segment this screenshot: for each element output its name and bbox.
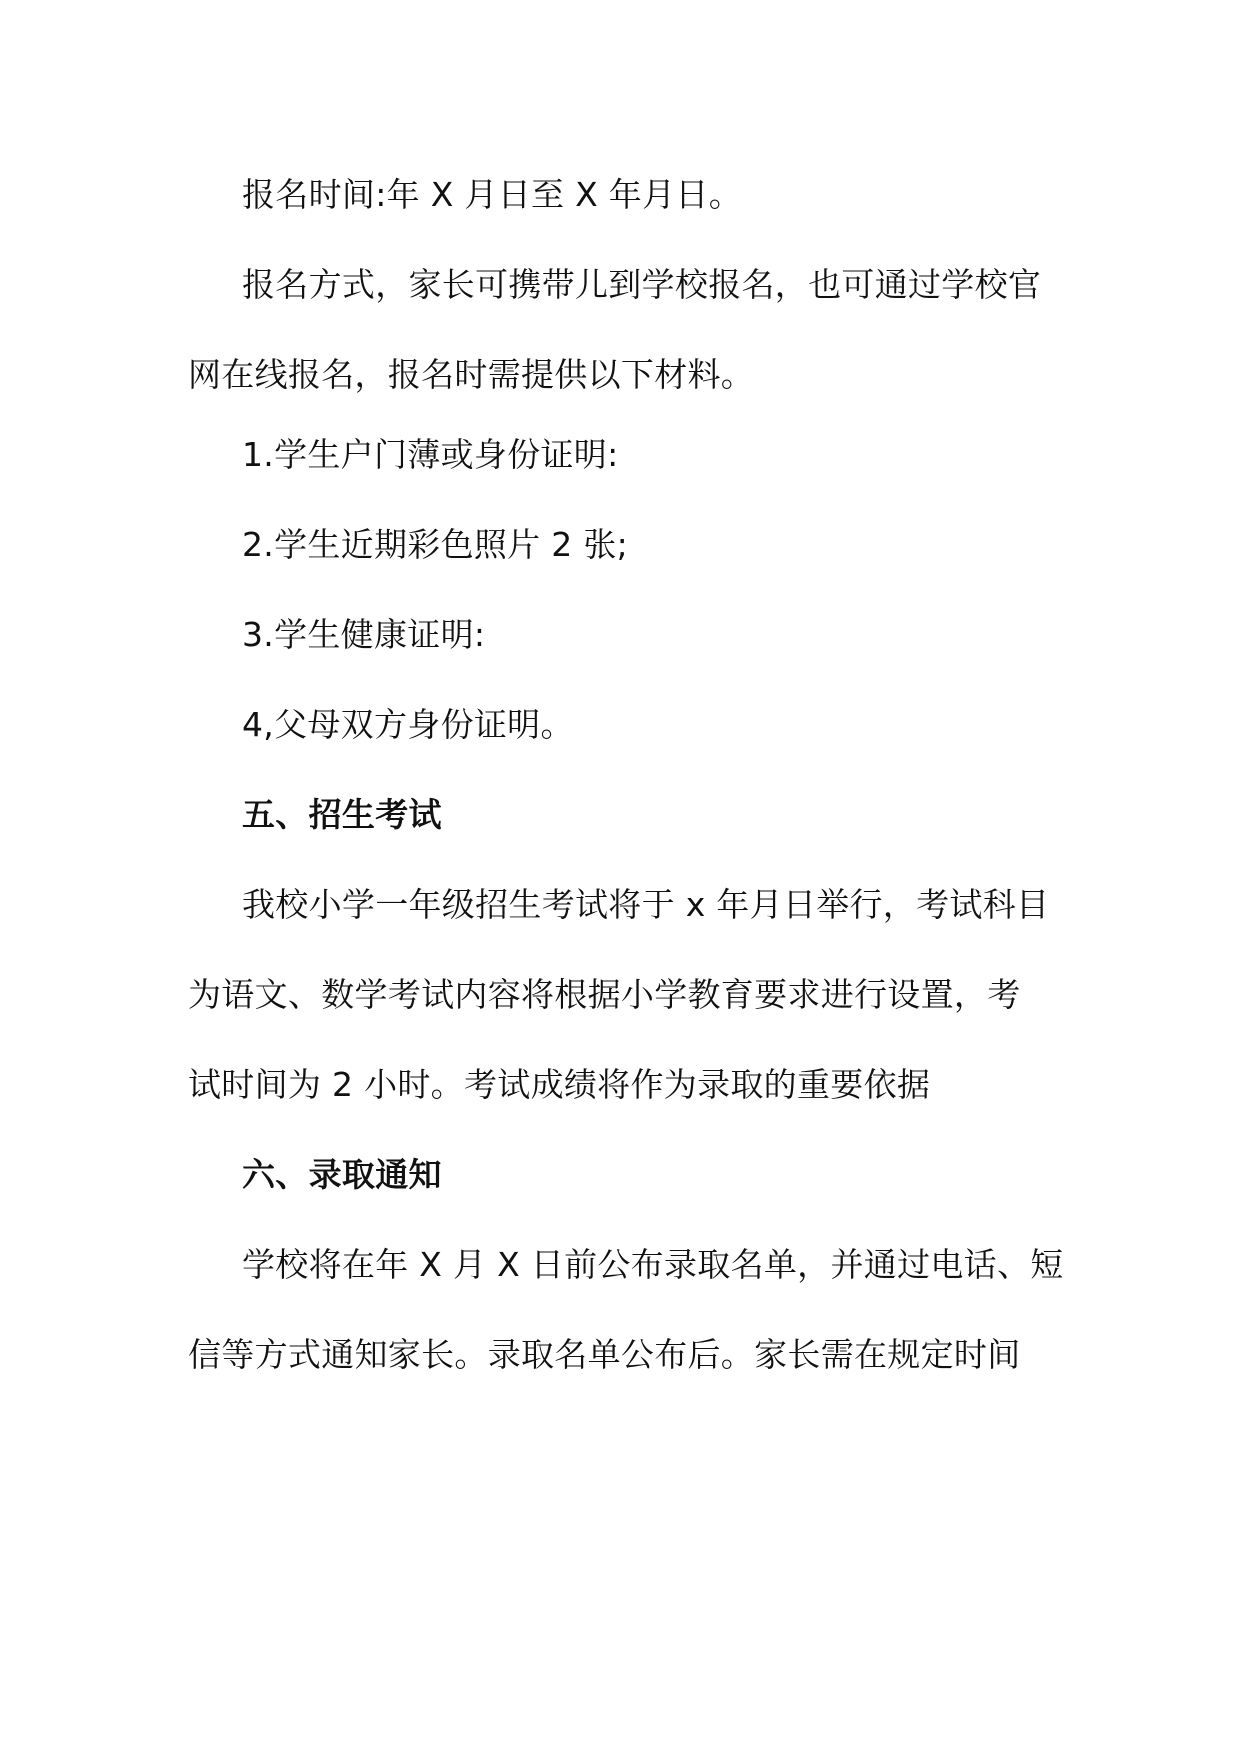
section-heading-admission: 六、录取通知 (242, 1155, 442, 1194)
material-item-3: 3.学生健康证明: (242, 615, 486, 654)
registration-time-text: 报名时间:年 X 月日至 X 年月日。 (242, 175, 742, 214)
exam-paragraph-line-1: 我校小学一年级招生考试将于 x 年月日举行，考试科目 (242, 885, 1050, 924)
admission-paragraph-line-1: 学校将在年 X 月 X 日前公布录取名单，并通过电话、短 (242, 1245, 1064, 1284)
exam-paragraph-line-3: 试时间为 2 小时。考试成绩将作为录取的重要依据 (188, 1065, 931, 1104)
admission-paragraph-line-2: 信等方式通知家长。录取名单公布后。家长需在规定时间 (188, 1335, 1021, 1374)
material-item-1: 1.学生户门薄或身份证明: (242, 435, 619, 474)
material-item-2: 2.学生近期彩色照片 2 张; (242, 525, 629, 564)
registration-method-text: 报名方式，家长可携带儿到学校报名，也可通过学校官 (242, 265, 1042, 304)
registration-method-text-cont: 网在线报名，报名时需提供以下材料。 (188, 355, 755, 394)
material-item-4: 4,父母双方身份证明。 (242, 705, 574, 744)
exam-paragraph-line-2: 为语文、数学考试内容将根据小学教育要求进行设置，考 (188, 975, 1021, 1014)
section-heading-exam: 五、招生考试 (242, 795, 442, 834)
